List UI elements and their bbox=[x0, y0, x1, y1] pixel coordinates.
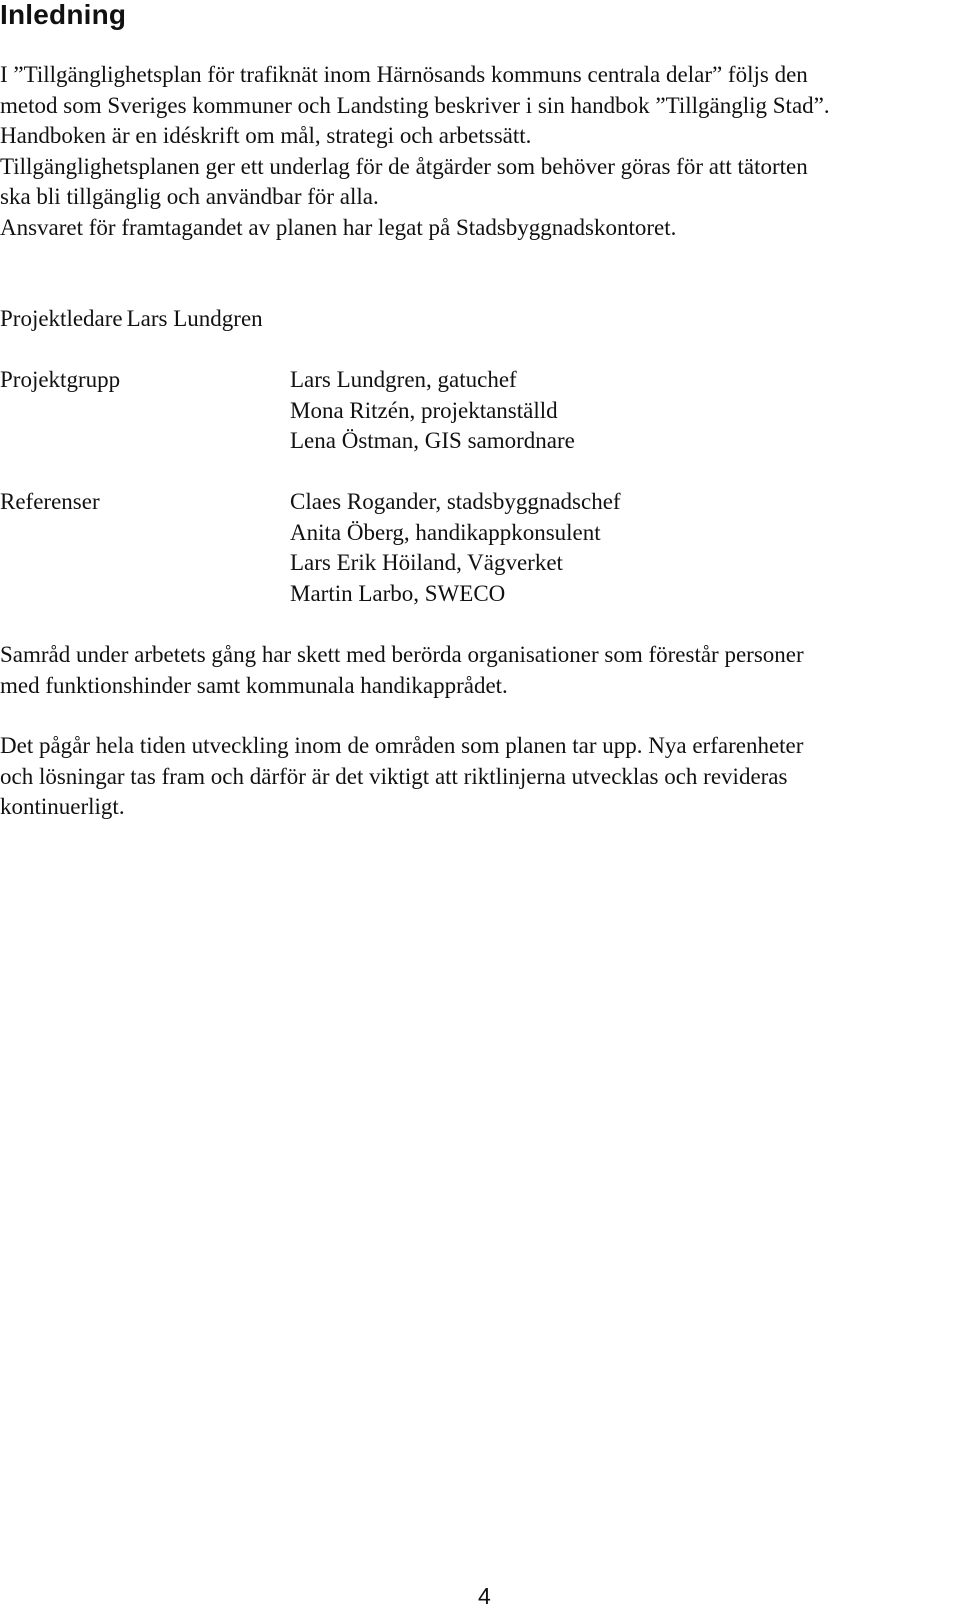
list-item: Lena Östman, GIS samordnare bbox=[290, 428, 575, 454]
list-item: Lars Lundgren, gatuchef bbox=[290, 367, 517, 392]
intro-line: I ”Tillgänglighetsplan för trafiknät inom Härnösands kommuns centrala delar” följs den bbox=[0, 62, 808, 87]
list-item: Lars Erik Höiland, Vägverket bbox=[290, 550, 563, 576]
list-item: Anita Öberg, handikappkonsulent bbox=[290, 519, 601, 545]
samrad-paragraph bbox=[0, 640, 804, 701]
utveckling-line: Det pågår hela tiden utveckling inom de områden som planen tar upp. Nya erfarenheter bbox=[0, 733, 804, 758]
referenser-label: Referenser bbox=[0, 489, 100, 514]
list-item: Mona Ritzén, projektanställd bbox=[290, 397, 558, 423]
intro-line: Tillgänglighetsplanen ger ett underlag för de åtgärder som behöver göras för att tätorten bbox=[0, 153, 808, 179]
intro-line: Ansvaret för framtagandet av planen har legat på Stadsbyggnadskontoret. bbox=[0, 214, 677, 240]
projektledare-row bbox=[0, 304, 263, 335]
projektgrupp-label: Projektgrupp bbox=[0, 367, 121, 392]
samrad-line: Samråd under arbetets gång har skett med berörda organisationer som förestår personer bbox=[0, 642, 804, 667]
projektledare-label: Projektledare bbox=[0, 306, 123, 331]
utveckling-line: och lösningar tas fram och därför är det viktigt att riktlinjerna utvecklas och revideras bbox=[0, 763, 788, 789]
projektledare-value: Lars Lundgren bbox=[126, 306, 263, 331]
intro-line: ska bli tillgänglig och användbar för alla. bbox=[0, 184, 379, 210]
intro-line: metod som Sveriges kommuner och Landsting beskriver i sin handbok ”Tillgänglig Stad”. bbox=[0, 92, 830, 118]
section-heading: Inledning bbox=[0, 0, 127, 30]
intro-paragraph bbox=[0, 60, 830, 244]
referenser-list bbox=[290, 487, 621, 609]
list-item: Martin Larbo, SWECO bbox=[290, 580, 506, 606]
utveckling-line: kontinuerligt. bbox=[0, 794, 125, 820]
page-number: 4 bbox=[478, 1583, 491, 1609]
samrad-line: med funktionshinder samt kommunala handikapprådet. bbox=[0, 672, 508, 698]
list-item: Claes Rogander, stadsbyggnadschef bbox=[290, 489, 621, 514]
utveckling-paragraph bbox=[0, 731, 803, 823]
projektgrupp-list bbox=[290, 365, 575, 457]
intro-line: Handboken är en idéskrift om mål, strategi och arbetssätt. bbox=[0, 123, 532, 149]
